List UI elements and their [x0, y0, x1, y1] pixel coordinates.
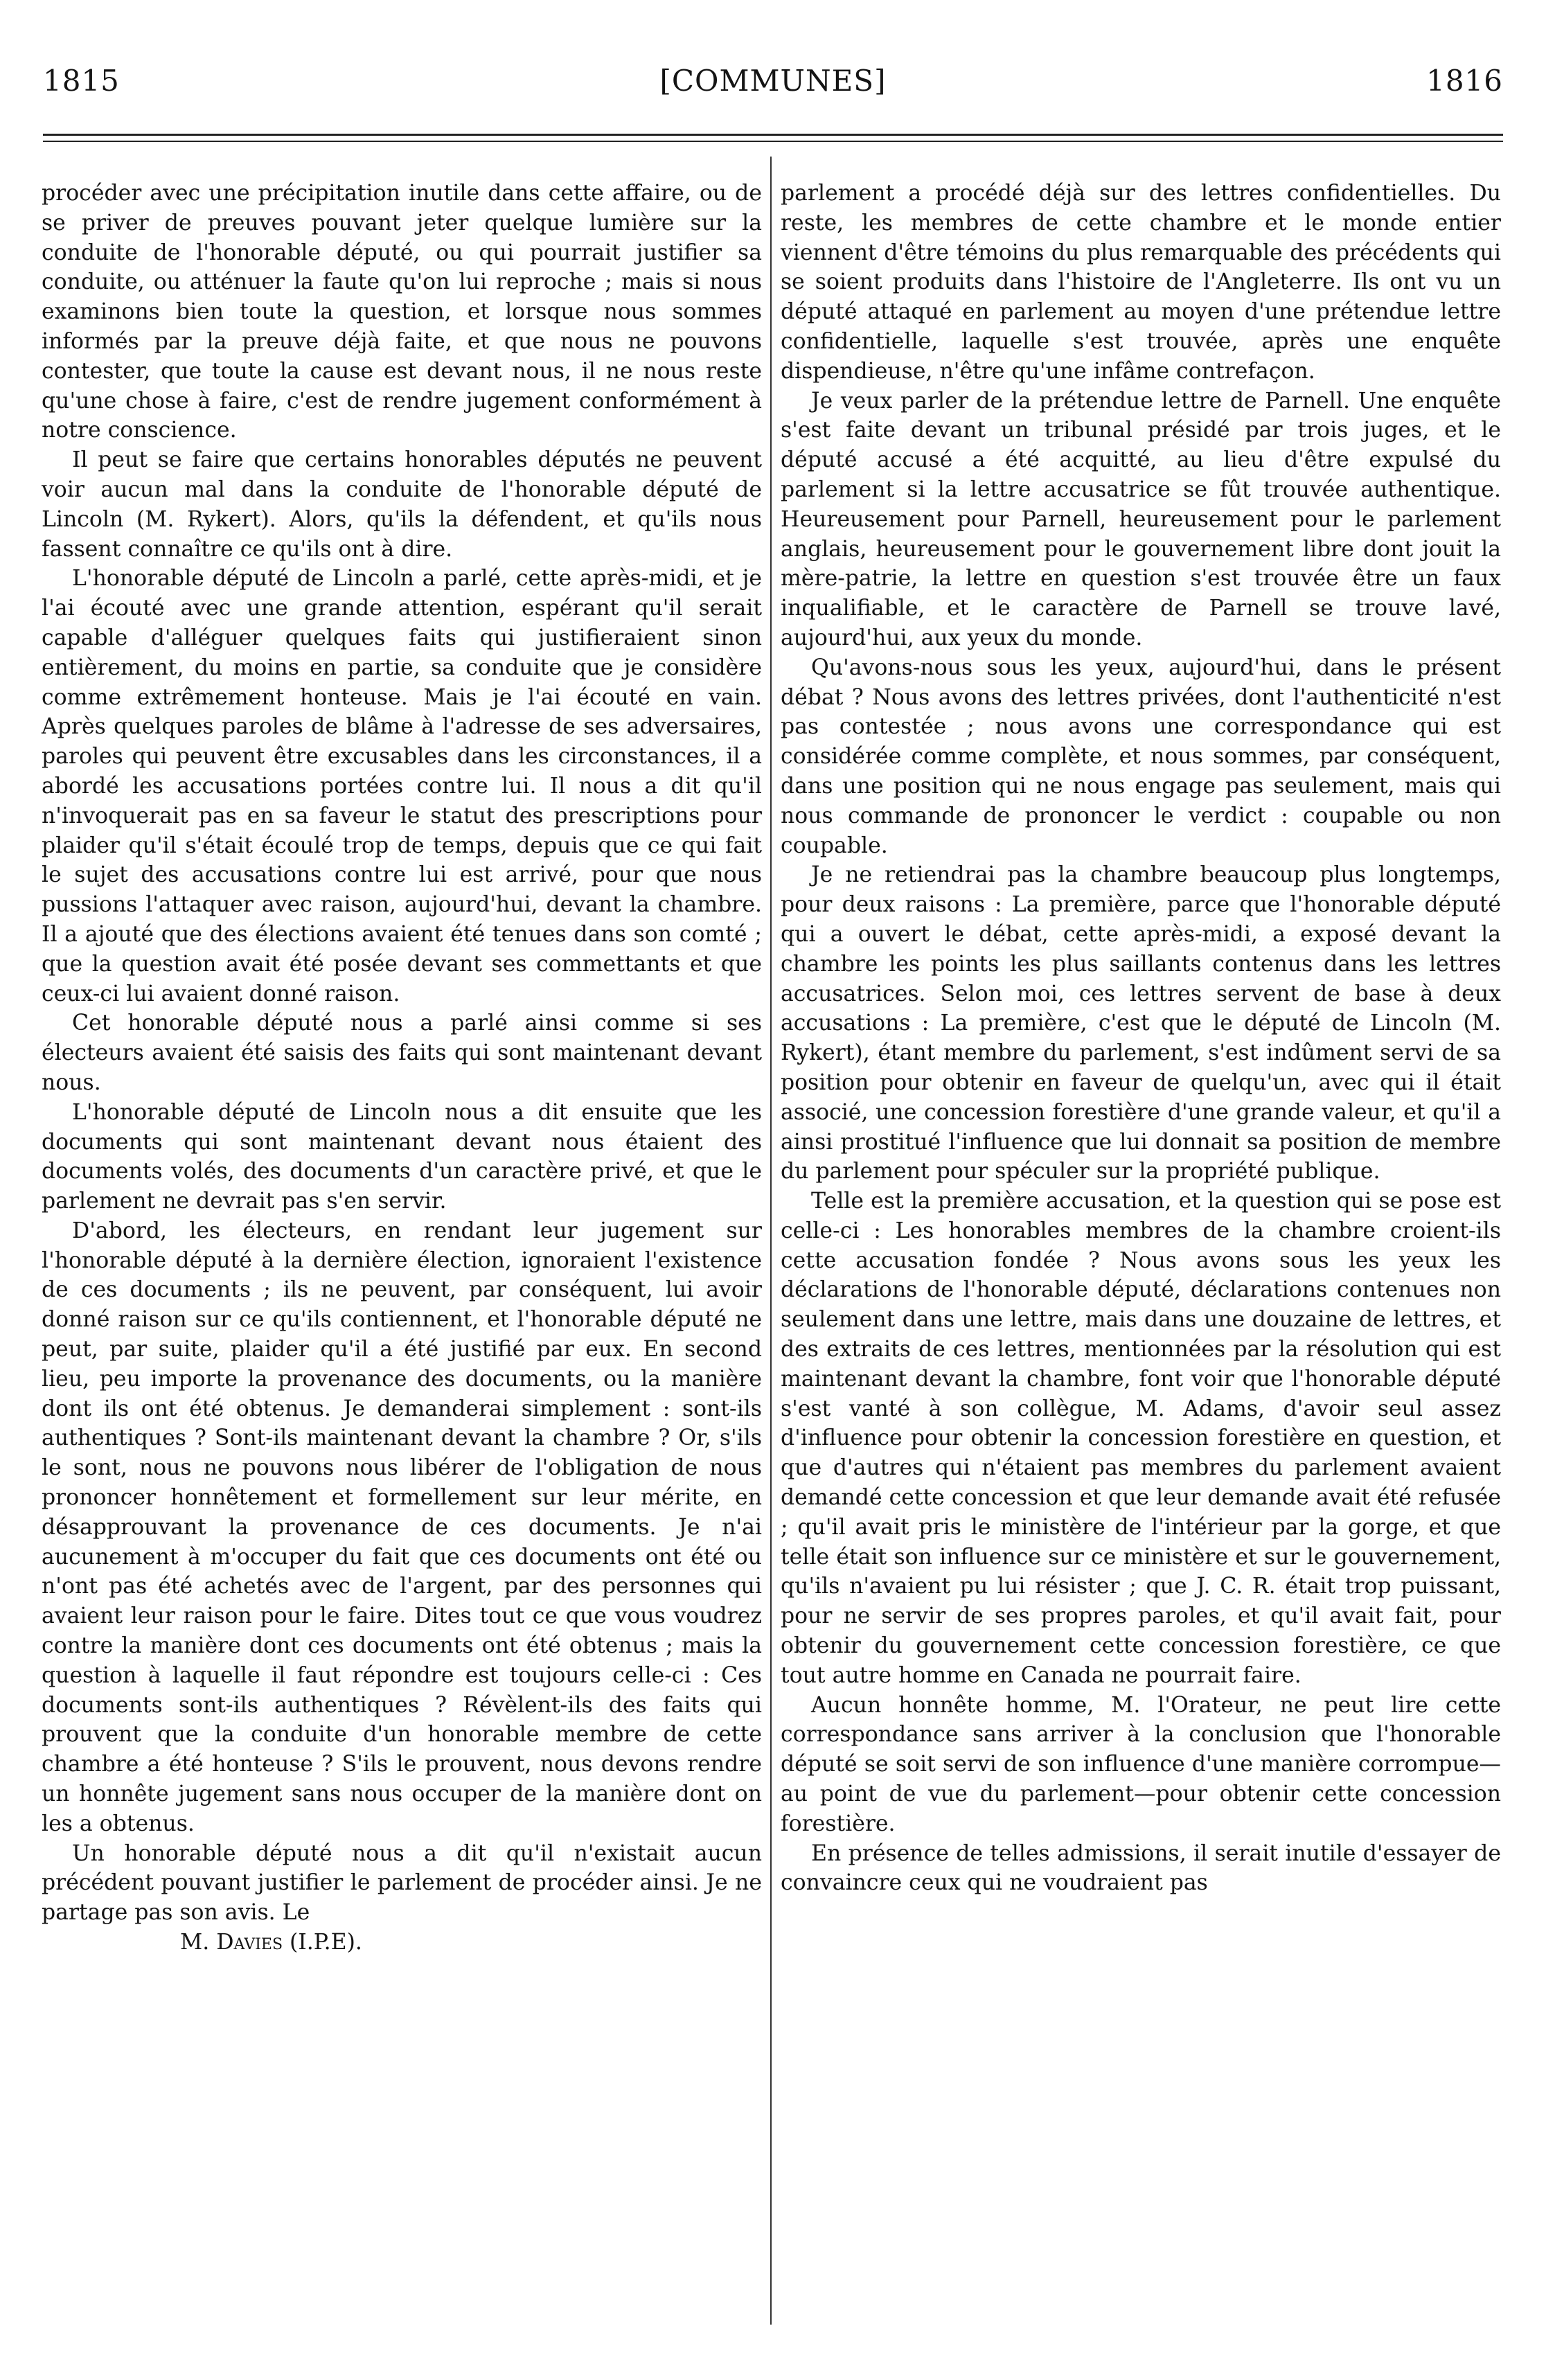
paragraph: procéder avec une précipitation inutile dans cette affaire, ou de se priver de preuves pouvant jeter quelque lumière sur la conduite de l'honorable député, ou qui pourrait justifier sa conduite, ou atténuer la faute qu'on lui reproche ; mais si nous examinons bien toute la question, et lorsque nous sommes informés par la preuve déjà faite, et que nous ne pouvons contester, que toute la cause est devant nous, il ne nous reste qu'une chose à faire, c'est de rendre jugement conformément à notre conscience. — [42, 181, 762, 443]
right-page-number: 1816 — [1426, 64, 1503, 98]
running-head: [COMMUNES] — [659, 64, 887, 98]
right-column — [781, 179, 1501, 1898]
header-rule — [43, 134, 1503, 136]
paragraph: Telle est la première accusation, et la question qui se pose est celle-ci : Les honorables membres de la chambre croient-ils cette accusation fondée ? Nous avons sous les yeux les déclarations de l'honorable député, déclarations contenues non seulement dans une lettre, mais dans une douzaine de lettres, et des extraits de ces lettres, mentionnées par la résolution qui est maintenant devant la chambre, font voir que l'honorable député s'est vanté à son collègue, M. Adams, d'avoir seul assez d'influence pour obtenir la concession forestière en question, et que d'autres qui n'étaient pas membres du parlement avaient demandé cette concession et que leur demande avait été refusée ; qu'il avait pris le ministère de l'intérieur par la gorge, et que telle était son influence sur ce ministère et sur le gouvernement, qu'ils n'avaient pu lui résister ; que J. C. R. était trop puissant, pour ne servir de ses propres paroles, et qu'il avait fait, pour obtenir du gouvernement cette concession forestière, ce que tout autre homme en Canada ne pourrait faire. — [781, 1189, 1501, 1688]
speaker-name: M. Davies (I.P.E). — [180, 1930, 362, 1955]
paragraph: Aucun honnête homme, M. l'Orateur, ne peut lire cette correspondance sans arriver à la conclusion que l'honorable député se soit servi de son influence d'une manière corrompue—au point de vue du parlement—pour obtenir cette concession forestière. — [781, 1692, 1501, 1836]
paragraph: L'honorable député de Lincoln a parlé, cette après-midi, et je l'ai écouté avec une grande attention, espérant qu'il serait capable d'alléguer quelques faits qui justifieraient sinon entièrement, du moins en partie, sa conduite que je considère comme extrêmement honteuse. Mais je l'ai écouté en vain. Après quelques paroles de blâme à l'adresse de ses adversaires, paroles qui peuvent être excusables dans les circonstances, il a abordé les accusations portées contre lui. Il nous a dit qu'il n'invoquerait pas en sa faveur le statut des prescriptions pour plaider qu'il s'était écoulé trop de temps, depuis que ce qui fait le sujet des accusations contre lui est arrivé, pour que nous pussions l'attaquer avec raison, aujourd'hui, devant la chambre. Il a ajouté que des élections avaient été tenues dans son comté ; que la question avait été posée devant ses commettants et que ceux-ci lui avaient donné raison. — [42, 566, 762, 1006]
paragraph: Il peut se faire que certains honorables députés ne peuvent voir aucun mal dans la conduite de l'honorable député de Lincoln (M. Rykert). Alors, qu'ils la défendent, et qu'ils nous fassent connaître ce qu'ils ont à dire. — [42, 447, 762, 562]
paragraph: parlement a procédé déjà sur des lettres confidentielles. Du reste, les membres de cette chambre et le monde entier viennent d'être témoins du plus remarquable des précédents qui se soient produits dans l'histoire de l'Angleterre. Ils ont vu un député attaqué en parlement au moyen d'une prétendue lettre confidentielle, laquelle s'est trouvée, après une enquête dispendieuse, n'être qu'une infâme contrefaçon. — [781, 181, 1501, 384]
paragraph: Qu'avons-nous sous les yeux, aujourd'hui, dans le présent débat ? Nous avons des lettres privées, dont l'authenticité n'est pas contestée ; nous avons une correspondance qui est considérée comme complète, et nous sommes, par conséquent, dans une position qui ne nous engage pas seulement, mais qui nous commande de prononcer le verdict : coupable ou non coupable. — [781, 655, 1501, 858]
paragraph: L'honorable député de Lincoln nous a dit ensuite que les documents qui sont maintenant devant nous étaient des documents volés, des documents d'un caractère privé, et que le parlement ne devrait pas s'en servir. — [42, 1099, 762, 1214]
page-header — [43, 64, 1503, 105]
left-page-number: 1815 — [43, 64, 120, 98]
header-rule-secondary — [43, 141, 1503, 142]
column-divider — [770, 157, 772, 2325]
left-column — [42, 179, 762, 1957]
paragraph: En présence de telles admissions, il serait inutile d'essayer de convaincre ceux qui ne voudraient pas — [781, 1840, 1501, 1896]
paragraph: Je ne retiendrai pas la chambre beaucoup plus longtemps, pour deux raisons : La première, parce que l'honorable député qui a ouvert le débat, cette après-midi, a exposé devant la chambre les points les plus saillants contenus dans les lettres accusatrices. Selon moi, ces lettres servent de base à deux accusations : La première, c'est que le député de Lincoln (M. Rykert), étant membre du parlement, s'est indûment servi de sa position pour obtenir en faveur de quelqu'un, avec qui il était associé, une concession forestière d'une grande valeur, et qu'il a ainsi prostitué l'influence que lui donnait sa position de membre du parlement pour spéculer sur la propriété publique. — [781, 862, 1501, 1184]
paragraph: D'abord, les électeurs, en rendant leur jugement sur l'honorable député à la dernière élection, ignoraient l'existence de ces documents ; ils ne peuvent, par conséquent, lui avoir donné raison sur ce qu'ils contiennent, et l'honorable député ne peut, par suite, plaider qu'il a été justifié par eux. En second lieu, peu importe la provenance des documents, ou la manière dont ils ont été obtenus. Je demanderai simplement : sont-ils authentiques ? Sont-ils maintenant devant la chambre ? Or, s'ils le sont, nous ne pouvons nous libérer de l'obligation de nous prononcer honnêtement et formellement sur leur mérite, en désapprouvant la provenance de ces documents. Je n'ai aucunement à m'occuper du fait que ces documents ont été ou n'ont pas été achetés avec de l'argent, par des personnes qui avaient leur raison pour le faire. Dites tout ce que vous voudrez contre la manière dont ces documents ont été obtenus ; mais la question à laquelle il faut répondre est toujours celle-ci : Ces documents sont-ils authentiques ? Révèlent-ils des faits qui prouvent que la conduite d'un honorable membre de cette chambre a été honteuse ? S'ils le prouvent, nous devons rendre un honnête jugement sans nous occuper de la manière dont on les a obtenus. — [42, 1218, 762, 1836]
paragraph: Cet honorable député nous a parlé ainsi comme si ses électeurs avaient été saisis des faits qui sont maintenant devant nous. — [42, 1011, 762, 1095]
paragraph: Je veux parler de la prétendue lettre de Parnell. Une enquête s'est faite devant un tribunal présidé par trois juges, et le député accusé a été acquitté, au lieu d'être expulsé du parlement si la lettre accusatrice se fût trouvée authentique. Heureusement pour Parnell, heureusement pour le parlement anglais, heureusement pour le gouvernement libre dont jouit la mère-patrie, la lettre en question s'est trouvée être un faux inqualifiable, et le caractère de Parnell se trouve lavé, aujourd'hui, aux yeux du monde. — [781, 388, 1501, 650]
speaker-signature — [42, 1928, 762, 1957]
paragraph: Un honorable député nous a dit qu'il n'existait aucun précédent pouvant justifier le parlement de procéder ainsi. Je ne partage pas son avis. Le — [42, 1840, 762, 1926]
